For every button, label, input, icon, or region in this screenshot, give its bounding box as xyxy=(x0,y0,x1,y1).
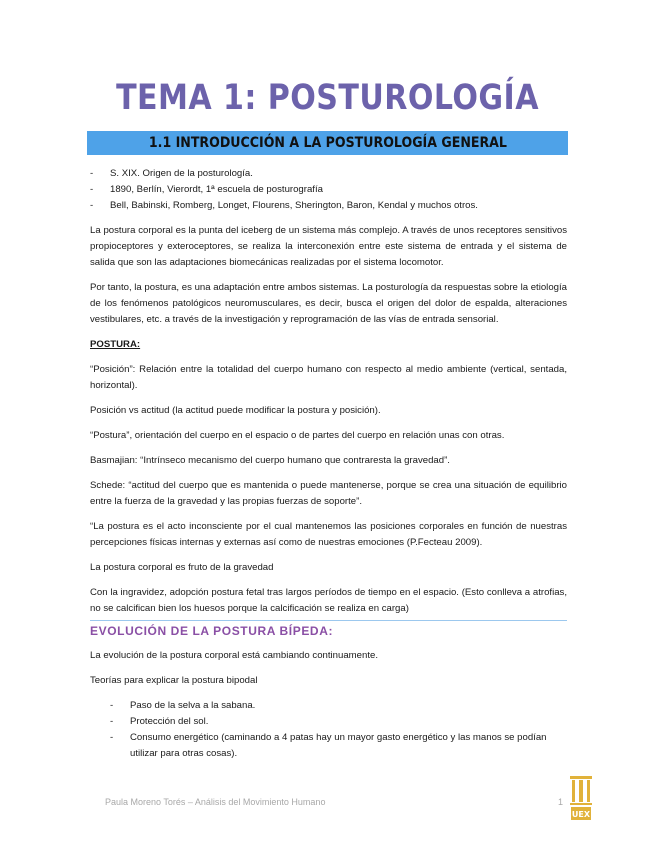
logo-text: UEX xyxy=(571,810,591,819)
paragraph: “La postura es el acto inconsciente por el cual mantenemos las posiciones corporales en función de nuestras percepciones físicas internas y externas así como de nuestras emociones (P.Fecteau 2009). xyxy=(90,521,567,548)
postura-heading: POSTURA: xyxy=(90,339,141,350)
paragraph: “Posición”: Relación entre la totalidad del cuerpo humano con respecto al medio ambiente (vertical, sentada, horizontal). xyxy=(90,364,567,391)
paragraph: Posición vs actitud (la actitud puede modificar la postura y posición). xyxy=(90,405,381,416)
page-title: TEMA 1: POSTUROLOGÍA xyxy=(116,78,539,118)
evolution-content xyxy=(90,648,567,762)
list-item: - Paso de la selva a la sabana. xyxy=(90,698,567,714)
paragraph: La evolución de la postura corporal está cambiando continuamente. xyxy=(90,650,378,661)
list-item: - Consumo energético (caminando a 4 patas hay un mayor gasto energético y las manos se podían utilizar para otras cosas). xyxy=(90,730,567,762)
section-title: 1.1 INTRODUCCIÓN A LA POSTUROLOGÍA GENERAL xyxy=(148,135,507,151)
theories-label: Teorías para explicar la postura bipodal xyxy=(90,675,258,686)
history-list xyxy=(90,166,567,214)
section-divider xyxy=(90,620,567,621)
intro-content xyxy=(90,166,567,626)
list-item: - Bell, Babinski, Romberg, Longet, Flourens, Sherington, Baron, Kendal y muchos otros. xyxy=(90,198,567,214)
section-banner xyxy=(87,131,568,155)
list-item: - Protección del sol. xyxy=(90,714,567,730)
evolution-heading: EVOLUCIÓN DE LA POSTURA BÍPEDA: xyxy=(90,624,334,638)
uex-logo xyxy=(570,776,592,822)
paragraph: Con la ingravidez, adopción postura fetal tras largos períodos de tiempo en el espacio. (Esto conlleva a atrofias, no se calcifican bien los huesos porque la calcificación se realiza en carga) xyxy=(90,587,567,614)
paragraph: “Postura”, orientación del cuerpo en el espacio o de partes del cuerpo en relación unas con otras. xyxy=(90,430,505,441)
theories-list xyxy=(90,698,567,762)
paragraph: Schede: “actitud del cuerpo que es mantenida o puede mantenerse, porque se crea una situación de equilibrio entre la fuerza de la gravedad y las propias fuerzas de soporte”. xyxy=(90,480,567,507)
paragraph: Basmajian: “Intrínseco mecanismo del cuerpo humano que contraresta la gravedad”. xyxy=(90,455,450,466)
paragraph: La postura corporal es fruto de la gravedad xyxy=(90,562,274,573)
page-number: 1 xyxy=(558,797,564,807)
paragraph: La postura corporal es la punta del iceberg de un sistema más complejo. A través de unos receptores sensitivos propioceptores y exteroceptores, se realiza la interconexión entre este sistema de entrada y el sistema de salida que son las adaptaciones biomecánicas realizadas por el sistema locomotor. xyxy=(90,225,567,268)
paragraph: Por tanto, la postura, es una adaptación entre ambos sistemas. La posturología da respuestas sobre la etiología de los fenómenos patológicos neuromusculares, es decir, busca el origen del dolor de espalda, alteraciones vestibulares, etc. a través de la investigación y reprogramación de las vías de entrada sensorial. xyxy=(90,282,567,325)
footer-text: Paula Moreno Torés – Análisis del Movimiento Humano xyxy=(105,797,326,807)
list-item: - 1890, Berlín, Vierordt, 1ª escuela de posturografía xyxy=(90,182,567,198)
list-item: - S. XIX. Origen de la posturología. xyxy=(90,166,567,182)
